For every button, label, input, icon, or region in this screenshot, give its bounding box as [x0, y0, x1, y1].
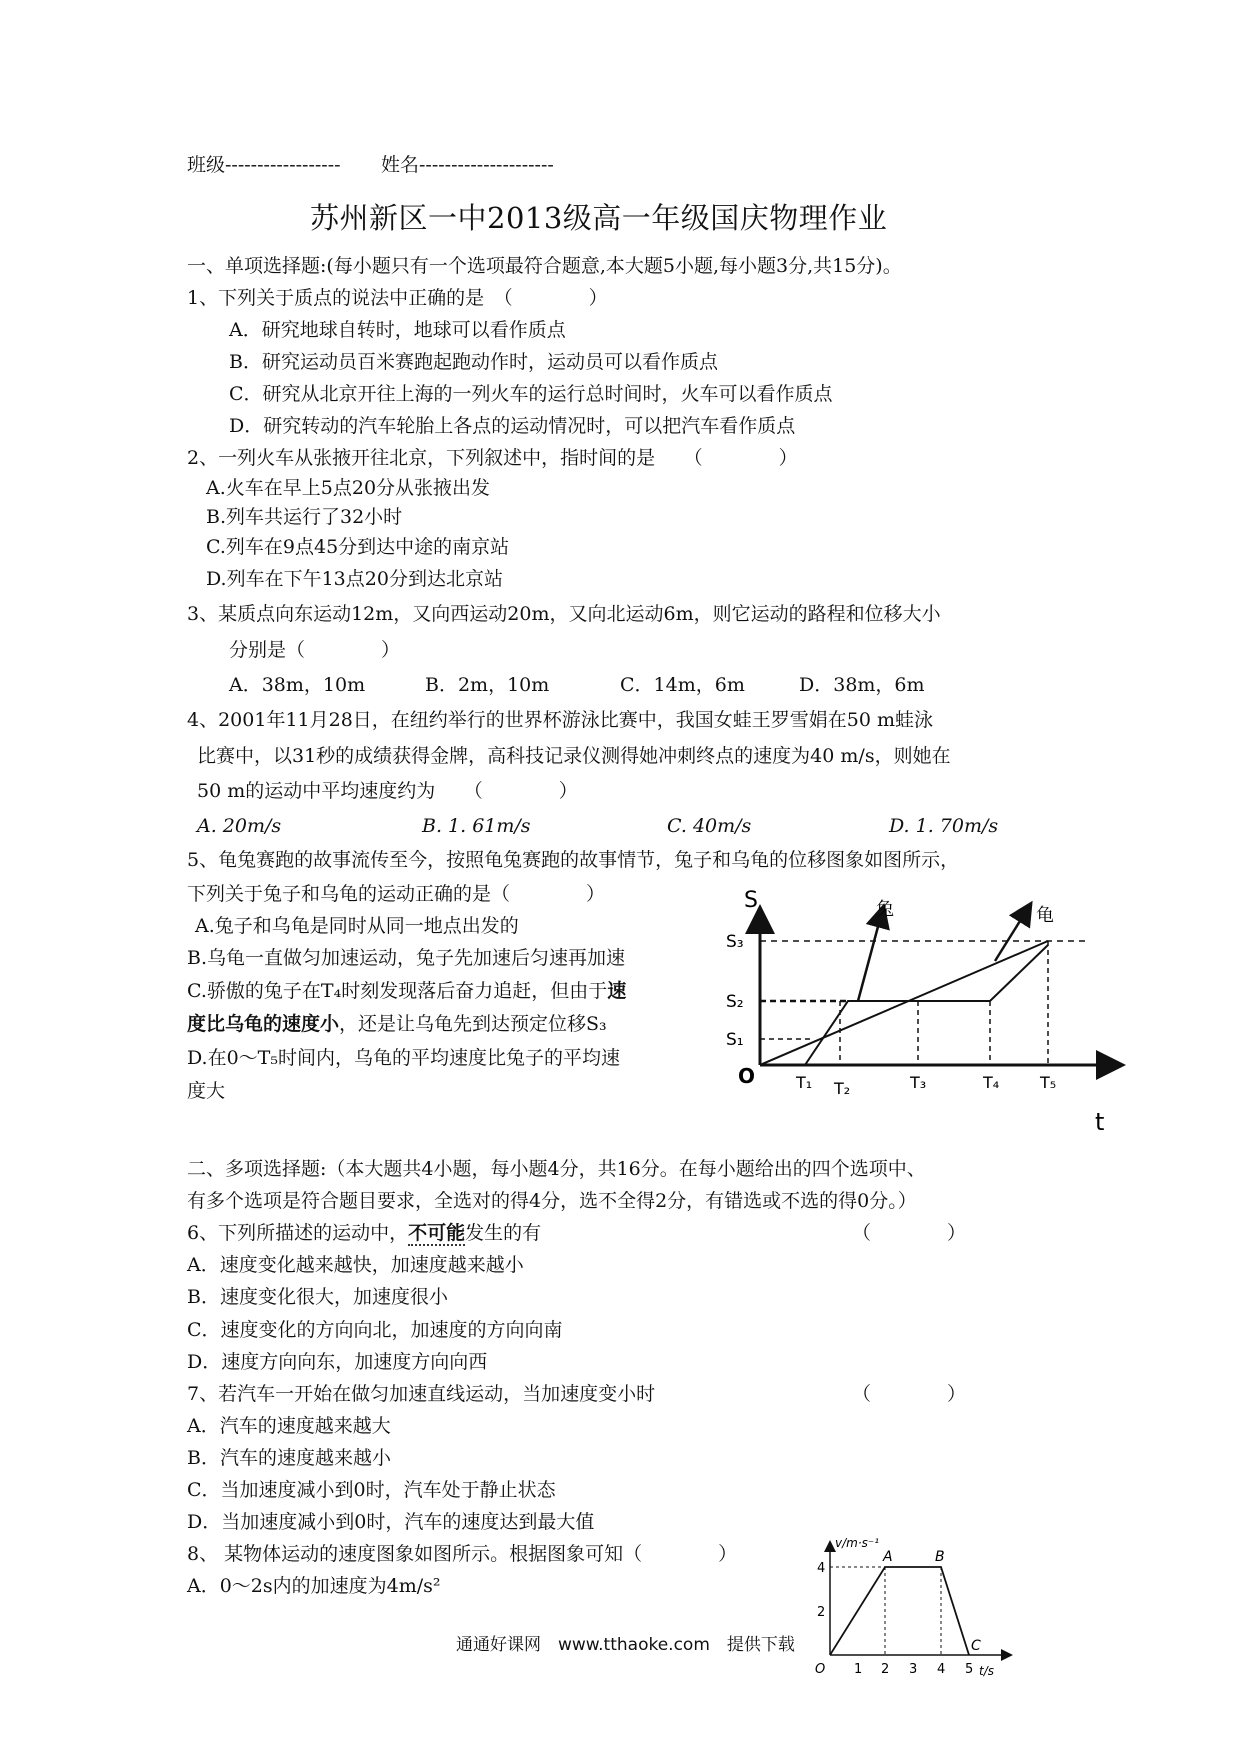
name-field-label: 姓名---------------------	[381, 154, 554, 176]
velocity-time-graph	[805, 1535, 1020, 1680]
q5-option-c-line2	[187, 1012, 607, 1036]
q2-option-b: B.列车共运行了32小时	[206, 506, 403, 528]
v-graph-origin: O	[815, 1662, 826, 1677]
class-field-label: 班级------------------	[187, 154, 341, 176]
q3-stem-line2: 分别是（ ）	[229, 639, 401, 661]
q4-option-d: D. 1. 70m/s	[889, 815, 999, 837]
q6-answer-paren: （ ）	[852, 1222, 967, 1244]
x-tick-5: 5	[965, 1662, 974, 1677]
q1-option-c: C．研究从北京开往上海的一列火车的运行总时间时，火车可以看作质点	[229, 383, 833, 405]
q4-option-c: C. 40m/s	[667, 815, 752, 837]
q4-option-b: B. 1. 61m/s	[422, 815, 531, 837]
point-a-label: A	[883, 1549, 893, 1565]
q1-option-d: D．研究转动的汽车轮胎上各点的运动情况时，可以把汽车看作质点	[229, 415, 796, 437]
q1-stem: 1、下列关于质点的说法中正确的是 （ ）	[187, 287, 608, 309]
rabbit-arrow	[858, 908, 883, 1001]
q5-option-c-text: C.骄傲的兔子在T₄时刻发现落后奋力追赶，但由于	[187, 980, 608, 1002]
q4-stem-line2: 比赛中，以31秒的成绩获得金牌，高科技记录仪测得她冲刺终点的速度为40 m/s，则她在	[197, 745, 951, 767]
q7-stem: 7、若汽车一开始在做匀加速直线运动，当加速度变小时	[187, 1383, 656, 1405]
q7-option-a: A．汽车的速度越来越大	[187, 1415, 391, 1437]
y-tick-4: 4	[817, 1561, 826, 1576]
t1-label: T₁	[796, 1073, 813, 1092]
turtle-label: 龟	[1036, 905, 1054, 926]
q6-stem-pre: 6、下列所描述的运动中，	[187, 1222, 409, 1244]
q5-option-c-bold: 速	[607, 980, 627, 1002]
q5-option-b: B.乌龟一直做匀加速运动，兔子先加速后匀速再加速	[187, 947, 626, 969]
q5-option-c-text2: ，还是让乌龟先到达预定位移S₃	[339, 1013, 607, 1035]
q4-option-a: A. 20m/s	[197, 815, 282, 837]
s2-label: S₂	[726, 992, 744, 1012]
q5-stem-line1: 5、龟兔赛跑的故事流传至今，按照龟兔赛跑的故事情节，兔子和乌龟的位移图象如图所示，	[187, 849, 960, 871]
q6-option-a: A．速度变化越来越快，加速度越来越小	[187, 1254, 524, 1276]
section1-heading: 一、单项选择题:(每小题只有一个选项最符合题意,本大题5小题,每小题3分,共15分)。	[187, 255, 902, 277]
velocity-path	[830, 1567, 969, 1655]
s3-label: S₃	[726, 932, 744, 952]
rabbit-label: 兔	[876, 899, 894, 920]
q6-option-d: D．速度方向向东，加速度方向向西	[187, 1351, 488, 1373]
x-tick-3: 3	[909, 1662, 918, 1677]
point-b-label: B	[935, 1549, 945, 1565]
s-axis-label: S	[744, 888, 758, 913]
q7-option-b: B．汽车的速度越来越小	[187, 1447, 391, 1469]
q3-option-c: C．14m，6m	[620, 674, 745, 696]
q5-option-d-line2: 度大	[187, 1080, 226, 1102]
q5-stem-line2: 下列关于兔子和乌龟的运动正确的是（ ）	[187, 883, 606, 905]
q6-stem-emphasis: 不可能	[408, 1222, 466, 1244]
turtle-path	[760, 941, 1048, 1065]
page-title: 苏州新区一中2013级高一年级国庆物理作业	[310, 201, 888, 235]
q7-option-c: C．当加速度减小到0时，汽车处于静止状态	[187, 1479, 556, 1501]
q2-option-d: D.列车在下午13点20分到达北京站	[206, 568, 503, 590]
x-tick-4: 4	[937, 1662, 946, 1677]
v-graph-t-label: t/s	[979, 1664, 994, 1678]
v-axis-label: v/m·s⁻¹	[835, 1536, 880, 1550]
q2-stem: 2、一列火车从张掖开往北京，下列叙述中，指时间的是 （ ）	[187, 447, 798, 469]
point-c-label: C	[971, 1638, 981, 1654]
q3-option-d: D．38m，6m	[799, 674, 925, 696]
q5-option-a: A.兔子和乌龟是同时从同一地点出发的	[195, 915, 519, 937]
rabbit-path	[805, 945, 1048, 1065]
q6-stem	[187, 1221, 541, 1245]
t2-label: T₂	[834, 1079, 851, 1098]
q6-stem-post: 发生的有	[465, 1222, 542, 1244]
q1-option-b: B．研究运动员百米赛跑起跑动作时，运动员可以看作质点	[229, 351, 718, 373]
q3-option-b: B．2m，10m	[425, 674, 550, 696]
q2-option-c: C.列车在9点45分到达中途的南京站	[206, 536, 510, 558]
t5-label: T₅	[1040, 1073, 1057, 1092]
q4-stem-line1: 4、2001年11月28日，在纽约举行的世界杯游泳比赛中，我国女蛙王罗雪娟在50 m蛙泳	[187, 709, 934, 731]
q7-option-d: D．当加速度减小到0时，汽车的速度达到最大值	[187, 1511, 595, 1533]
x-tick-1: 1	[854, 1662, 863, 1677]
q5-option-c-bold2: 度比乌龟的速度小	[187, 1013, 340, 1035]
section2-heading-line1: 二、多项选择题:（本大题共4小题，每小题4分，共16分。在每小题给出的四个选项中、	[187, 1158, 926, 1180]
t3-label: T₃	[910, 1073, 927, 1092]
x-tick-2: 2	[881, 1662, 890, 1677]
q3-option-a: A．38m，10m	[229, 674, 366, 696]
t-axis-label: t	[1095, 1108, 1105, 1136]
q3-stem-line1: 3、某质点向东运动12m，又向西运动20m，又向北运动6m，则它运动的路程和位移大小	[187, 603, 941, 625]
footer-watermark: 通通好课网 www.tthaoke.com 提供下载	[456, 1635, 795, 1655]
s1-label: S₁	[726, 1030, 744, 1050]
y-tick-2: 2	[817, 1605, 826, 1620]
origin-label: O	[738, 1064, 756, 1088]
q8-stem: 8、 某物体运动的速度图象如图所示。根据图象可知（ ）	[187, 1543, 738, 1565]
t4-label: T₄	[983, 1073, 1000, 1092]
q5-option-c-line1	[187, 979, 626, 1003]
section2-heading-line2: 有多个选项是符合题目要求，全选对的得4分，选不全得2分，有错选或不选的得0分。）	[187, 1190, 917, 1212]
turtle-arrow	[995, 905, 1030, 961]
q8-option-a: A．0～2s内的加速度为4m/s²	[187, 1575, 441, 1597]
q1-option-a: A．研究地球自转时，地球可以看作质点	[229, 319, 566, 341]
q5-option-d-line1: D.在0～T₅时间内，乌龟的平均速度比兔子的平均速	[187, 1047, 620, 1069]
race-position-graph	[700, 885, 1140, 1140]
q4-stem-line3: 50 m的运动中平均速度约为 （ ）	[197, 780, 578, 802]
q6-option-c: C．速度变化的方向向北，加速度的方向向南	[187, 1319, 563, 1341]
q7-answer-paren: （ ）	[852, 1383, 967, 1405]
q2-option-a: A.火车在早上5点20分从张掖出发	[206, 477, 491, 499]
q6-option-b: B．速度变化很大，加速度很小	[187, 1286, 448, 1308]
